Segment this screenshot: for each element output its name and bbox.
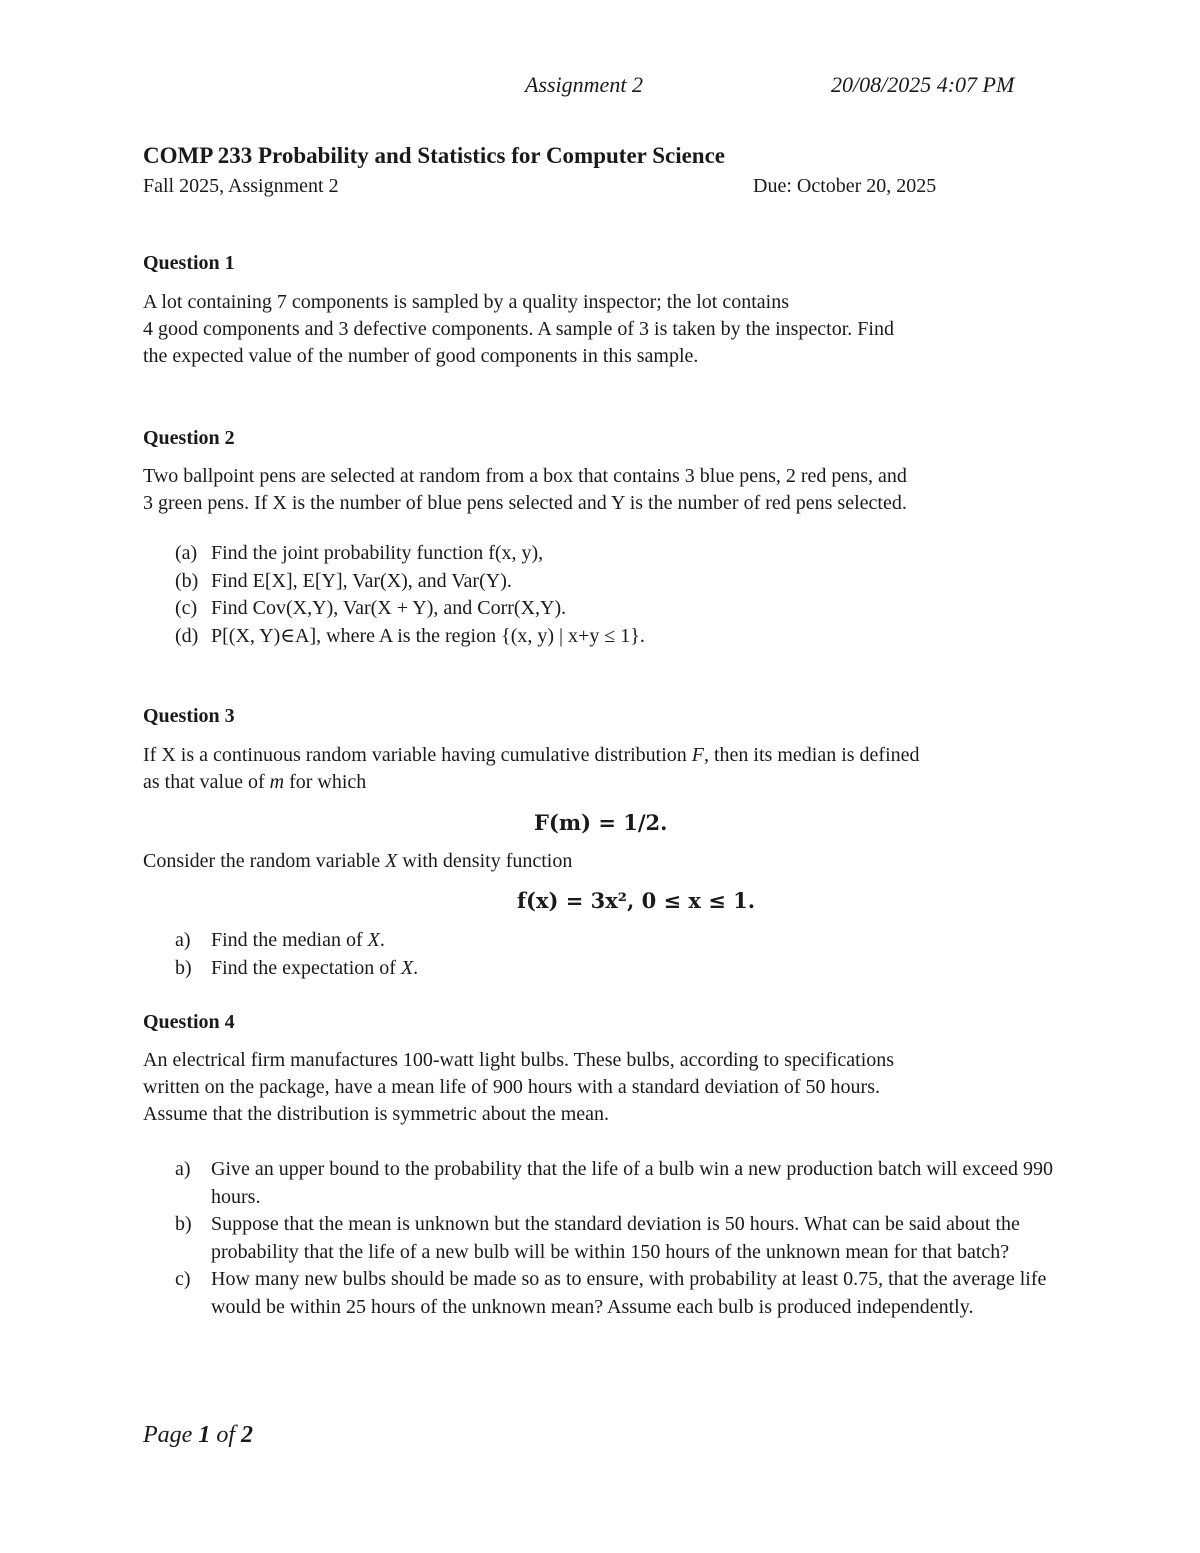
question-3-heading: Question 3: [143, 705, 235, 727]
item-text: [211, 955, 418, 983]
density-equation: f(x) = 3x², 0 ≤ x ≤ 1.: [517, 888, 756, 913]
list-item: [175, 1266, 1061, 1321]
question-4-line: An electrical firm manufactures 100-watt light bulbs. These bulbs, according to specifications: [143, 1049, 895, 1071]
question-1-body: [143, 289, 1063, 370]
course-subline: [143, 175, 937, 198]
question-3-parts: [175, 927, 418, 982]
item-label: (d): [175, 624, 199, 647]
item-label: b): [175, 1213, 192, 1235]
item-label: (a): [175, 542, 198, 564]
page-word: Page: [143, 1422, 193, 1448]
list-item: [175, 927, 418, 955]
list-item: [175, 955, 418, 983]
page-total: 2: [240, 1422, 253, 1448]
question-3-body-2: [143, 848, 1063, 875]
median-equation: F(m) = 1/2.: [534, 810, 668, 835]
question-1-line: A lot containing 7 components is sampled by a quality inspector; the lot contains: [143, 291, 790, 313]
text-segment: .: [413, 956, 419, 979]
question-1-line: the expected value of the number of good components in this sample.: [143, 345, 699, 367]
item-label: c): [175, 1268, 191, 1290]
list-item: [175, 623, 645, 651]
question-3-line: [143, 769, 1063, 796]
text-segment: If X is a continuous random variable having cumulative distribution: [143, 744, 692, 766]
text-segment: with density function: [397, 850, 573, 872]
page-current: 1: [198, 1422, 211, 1448]
page-number-footer: [143, 1422, 253, 1449]
question-2-parts: [175, 540, 645, 650]
question-1-heading: Question 1: [143, 252, 235, 274]
header-title: Assignment 2: [525, 72, 643, 97]
item-text: Find Cov(X,Y), Var(X + Y), and Corr(X,Y).: [211, 597, 567, 619]
item-label: (c): [175, 597, 198, 619]
math-variable: X: [385, 850, 398, 872]
math-variable: X: [367, 929, 380, 951]
item-label: b): [175, 956, 192, 979]
math-variable: F: [691, 744, 704, 766]
text-segment: Find the expectation of: [211, 956, 401, 979]
list-item: [175, 540, 645, 568]
question-2-heading: Question 2: [143, 427, 235, 449]
question-4-body: [143, 1047, 1063, 1128]
item-text: P[(X, Y)∈A], where A is the region {(x, y) | x+y ≤ 1}.: [211, 624, 645, 647]
item-label: a): [175, 1158, 191, 1180]
question-2-line: 3 green pens. If X is the number of blue pens selected and Y is the number of red pens selected.: [143, 492, 907, 514]
item-text: Suppose that the mean is unknown but the standard deviation is 50 hours. What can be said about the probability that the life of a new bulb will be within 150 hours of the unknown mean for that batch?: [211, 1213, 1020, 1263]
question-4-line: written on the package, have a mean life of 900 hours with a standard deviation of 50 hours.: [143, 1076, 881, 1098]
text-segment: .: [379, 929, 385, 951]
question-3-line: [143, 848, 1063, 875]
item-text: Find E[X], E[Y], Var(X), and Var(Y).: [211, 569, 512, 592]
header-timestamp: 20/08/2025 4:07 PM: [831, 72, 1015, 97]
question-3-body: [143, 742, 1063, 796]
item-label: a): [175, 929, 191, 951]
question-4-heading: Question 4: [143, 1011, 235, 1033]
item-text: How many new bulbs should be made so as to ensure, with probability at least 0.75, that the average life would be within 25 hours of the unknown mean? Assume each bulb is produced independently.: [211, 1268, 1047, 1318]
question-2-body: [143, 463, 1063, 517]
item-text: Give an upper bound to the probability that the life of a bulb win a new production batch will exceed 990 hours.: [211, 1158, 1053, 1208]
question-4-parts: [175, 1156, 1061, 1321]
due-date: Due: October 20, 2025: [753, 175, 937, 197]
list-item: [175, 1211, 1061, 1266]
question-2-line: Two ballpoint pens are selected at random from a box that contains 3 blue pens, 2 red pens, and: [143, 465, 907, 487]
question-4-line: Assume that the distribution is symmetric about the mean.: [143, 1103, 610, 1125]
list-item: [175, 568, 645, 596]
text-segment: as that value of: [143, 771, 270, 793]
math-variable: m: [269, 771, 285, 793]
of-word: of: [216, 1422, 235, 1448]
course-title: COMP 233 Probability and Statistics for Computer Science: [143, 143, 726, 168]
item-label: (b): [175, 569, 199, 592]
question-1-line: 4 good components and 3 defective components. A sample of 3 is taken by the inspector. Find: [143, 318, 894, 340]
math-variable: X: [400, 956, 414, 979]
text-segment: for which: [284, 771, 367, 793]
text-segment: Consider the random variable: [143, 850, 386, 872]
list-item: [175, 595, 645, 623]
term-label: Fall 2025, Assignment 2: [143, 175, 339, 197]
question-3-line: [143, 742, 1063, 769]
list-item: [175, 1156, 1061, 1211]
text-segment: , then its median is defined: [704, 744, 920, 766]
item-text: [211, 927, 385, 955]
text-segment: Find the median of: [211, 929, 368, 951]
item-text: Find the joint probability function f(x, y),: [211, 542, 544, 564]
